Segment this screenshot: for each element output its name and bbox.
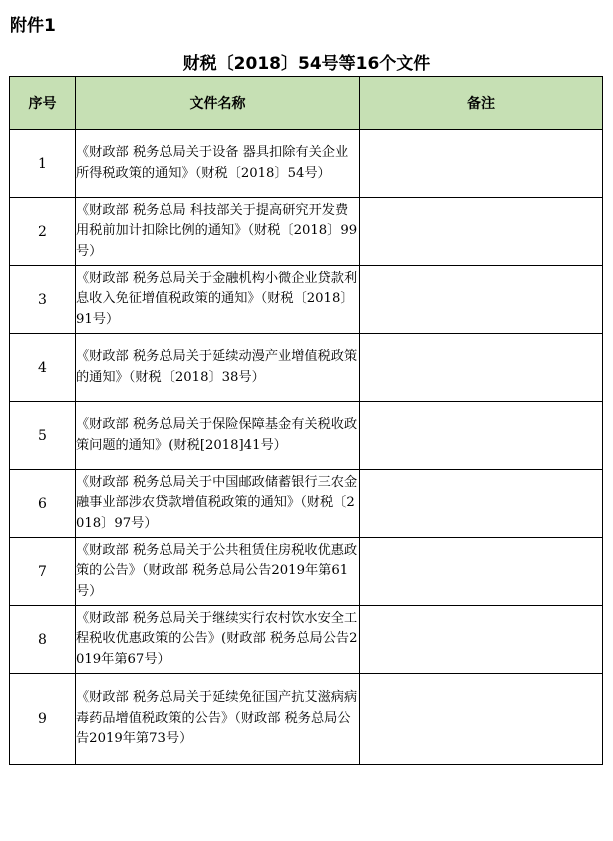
document-name: 《财政部 税务总局关于金融机构小微企业贷款利息收入免征增值税政策的通知》（财税〔2018〕91号） (76, 266, 360, 334)
document-name: 《财政部 税务总局关于设备 器具扣除有关企业所得税政策的通知》（财税〔2018〕54号） (76, 130, 360, 198)
row-number: 2 (10, 198, 76, 266)
header-no: 序号 (10, 77, 76, 130)
table-row (10, 130, 603, 198)
row-number: 4 (10, 334, 76, 402)
table-row (10, 470, 603, 538)
document-name: 《财政部 税务总局关于继续实行农村饮水安全工程税收优惠政策的公告》(财政部 税务总局公告2019年第67号） (76, 606, 360, 674)
table-header-row (10, 77, 603, 130)
row-number: 3 (10, 266, 76, 334)
document-name: 《财政部 税务总局关于延续免征国产抗艾滋病病毒药品增值税政策的公告》（财政部 税务总局公告2019年第73号） (76, 674, 360, 765)
row-note (360, 674, 603, 765)
document-title: 财税〔2018〕54号等16个文件 (182, 54, 431, 74)
document-name: 《财政部 税务总局关于中国邮政储蓄银行三农金融事业部涉农贷款增值税政策的通知》（财税〔2018〕97号） (76, 470, 360, 538)
table-row (10, 198, 603, 266)
row-number: 5 (10, 402, 76, 470)
attachment-label: 附件1 (10, 16, 56, 36)
row-note (360, 606, 603, 674)
header-note: 备注 (360, 77, 603, 130)
table-row (10, 334, 603, 402)
table-row (10, 266, 603, 334)
row-number: 7 (10, 538, 76, 606)
row-note (360, 334, 603, 402)
table-row (10, 674, 603, 765)
row-note (360, 538, 603, 606)
table-row (10, 538, 603, 606)
document-name: 《财政部 税务总局关于公共租赁住房税收优惠政策的公告》（财政部 税务总局公告2019年第61号） (76, 538, 360, 606)
document-name: 《财政部 税务总局关于延续动漫产业增值税政策的通知》（财税〔2018〕38号） (76, 334, 360, 402)
table-row (10, 606, 603, 674)
document-name: 《财政部 税务总局 科技部关于提高研究开发费用税前加计扣除比例的通知》（财税〔2018〕99号） (76, 198, 360, 266)
documents-table (9, 76, 603, 765)
row-note (360, 266, 603, 334)
row-number: 8 (10, 606, 76, 674)
header-name: 文件名称 (76, 77, 360, 130)
row-note (360, 470, 603, 538)
row-note (360, 130, 603, 198)
row-number: 6 (10, 470, 76, 538)
row-note (360, 402, 603, 470)
row-number: 9 (10, 674, 76, 765)
document-name: 《财政部 税务总局关于保险保障基金有关税收政策问题的通知》(财税[2018]41号） (76, 402, 360, 470)
row-note (360, 198, 603, 266)
row-number: 1 (10, 130, 76, 198)
table-row (10, 402, 603, 470)
